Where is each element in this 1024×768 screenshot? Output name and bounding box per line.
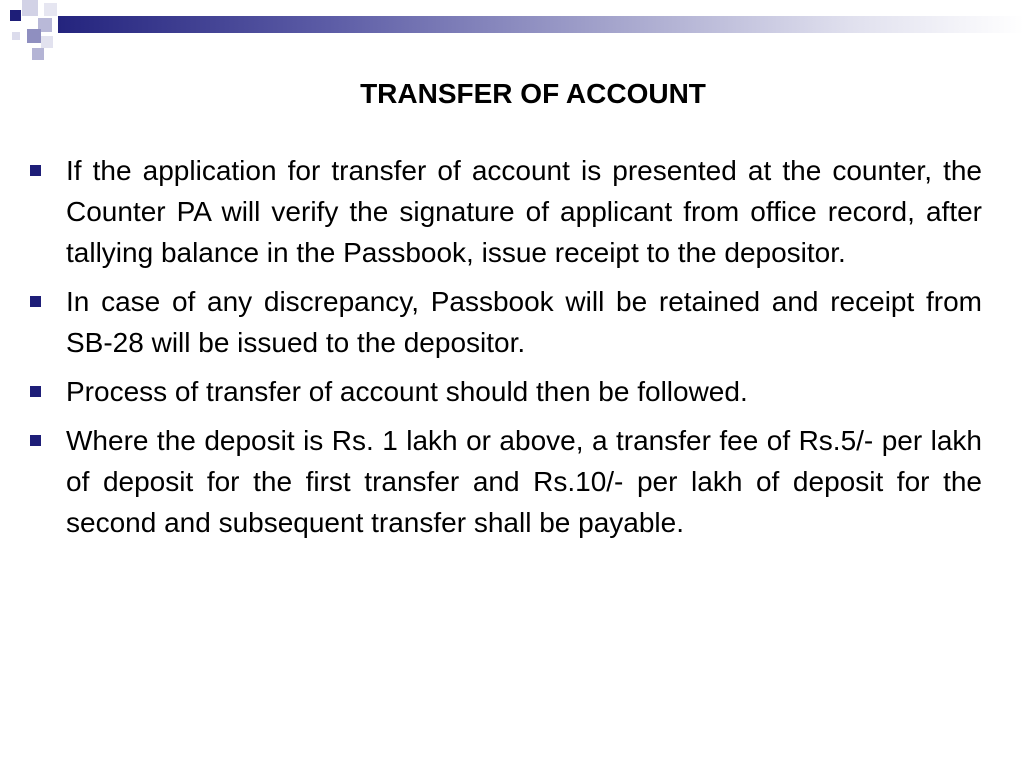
decor-square bbox=[41, 36, 53, 48]
square-bullet-icon bbox=[30, 165, 41, 176]
bullet-item bbox=[30, 371, 982, 412]
bullet-text: Process of transfer of account should then be followed. bbox=[66, 376, 748, 407]
square-bullet-icon bbox=[30, 435, 41, 446]
bullet-text: In case of any discrepancy, Passbook will be retained and receipt from SB-28 will be issued to the depositor. bbox=[66, 286, 982, 358]
header-banner bbox=[0, 0, 1024, 64]
slide-title: TRANSFER OF ACCOUNT bbox=[360, 78, 706, 109]
square-bullet-icon bbox=[30, 296, 41, 307]
bullet-item bbox=[30, 150, 982, 273]
bullet-text: Where the deposit is Rs. 1 lakh or above, a transfer fee of Rs.5/- per lakh of deposit for the first transfer and Rs.10/- per lakh of deposit for the second and subsequent transfer shall be payable. bbox=[66, 425, 982, 538]
bullet-item bbox=[30, 281, 982, 363]
square-bullet-icon bbox=[30, 386, 41, 397]
decor-square bbox=[12, 32, 20, 40]
decor-square bbox=[27, 29, 41, 43]
bullet-text: If the application for transfer of account is presented at the counter, the Counter PA will verify the signature of applicant from office record, after tallying balance in the Passbook, issue receipt to the depositor. bbox=[66, 155, 982, 268]
decor-square bbox=[32, 48, 44, 60]
bullet-item bbox=[30, 420, 982, 543]
decor-square bbox=[44, 3, 57, 16]
decor-square bbox=[10, 10, 21, 21]
bullet-list bbox=[30, 150, 982, 551]
header-gradient-bar bbox=[58, 16, 1024, 33]
decor-square bbox=[22, 0, 38, 16]
